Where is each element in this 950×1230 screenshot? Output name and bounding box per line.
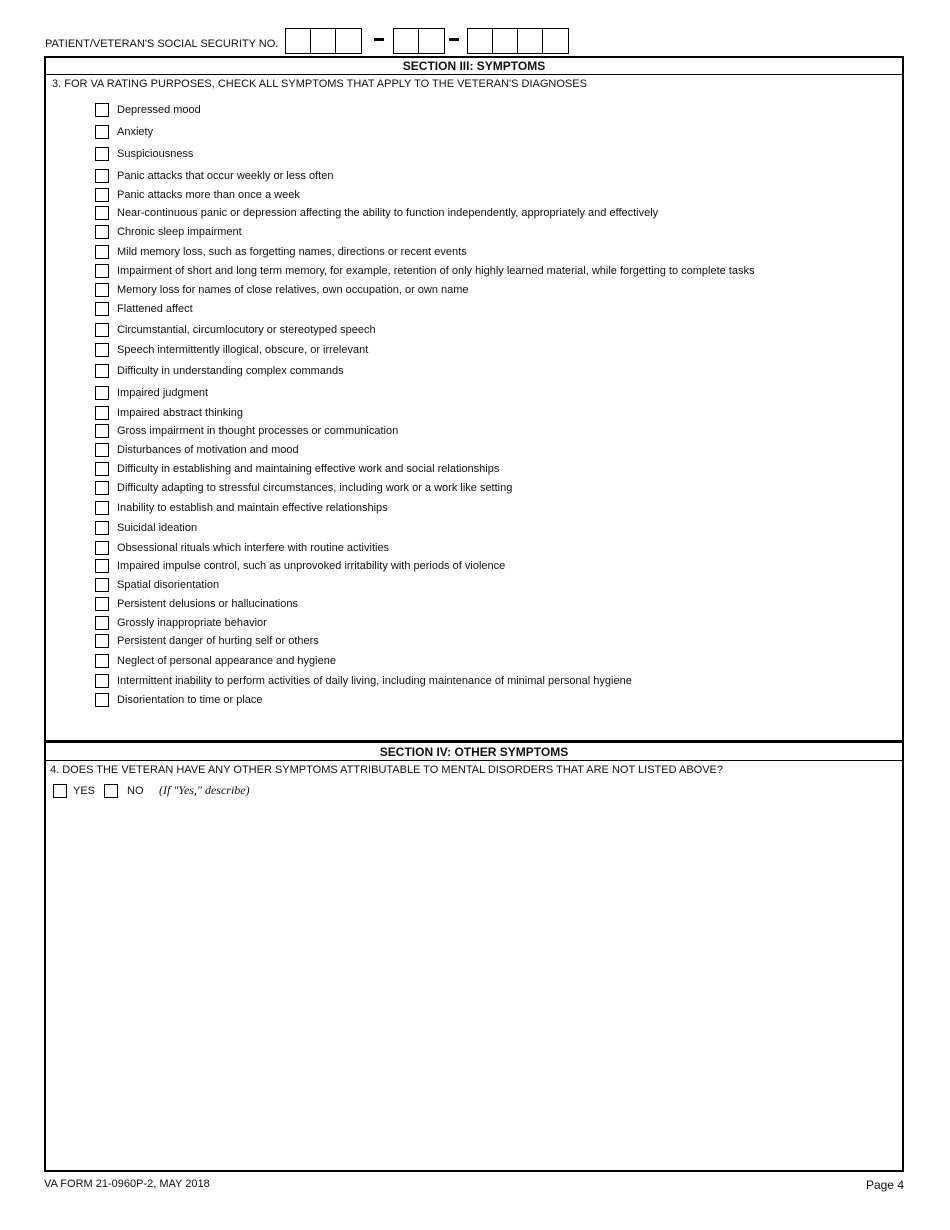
symptom-item[interactable] bbox=[95, 384, 208, 402]
symptom-checkbox[interactable] bbox=[95, 674, 109, 688]
symptom-label: Persistent delusions or hallucinations bbox=[117, 598, 298, 610]
symptom-checkbox[interactable] bbox=[95, 103, 109, 117]
symptom-checkbox[interactable] bbox=[95, 386, 109, 400]
symptom-item[interactable] bbox=[95, 614, 267, 632]
form-id: VA FORM 21-0960P-2, MAY 2018 bbox=[44, 1178, 210, 1190]
symptom-label: Impairment of short and long term memory, for example, retention of only highly learned material, while forgetting to complete tasks bbox=[117, 265, 755, 277]
symptom-label: Spatial disorientation bbox=[117, 579, 220, 591]
yes-checkbox[interactable] bbox=[53, 784, 67, 798]
yes-label: YES bbox=[73, 785, 96, 797]
symptom-item[interactable] bbox=[95, 167, 333, 185]
symptom-label: Impaired impulse control, such as unprovoked irritability with periods of violence bbox=[117, 560, 506, 572]
symptom-checkbox[interactable] bbox=[95, 225, 109, 239]
symptom-checkbox[interactable] bbox=[95, 147, 109, 161]
symptom-checkbox[interactable] bbox=[95, 424, 109, 438]
ssn-label: PATIENT/VETERAN'S SOCIAL SECURITY NO. bbox=[45, 38, 279, 50]
symptom-item[interactable] bbox=[95, 341, 368, 359]
symptom-item[interactable] bbox=[95, 262, 754, 280]
symptom-checkbox[interactable] bbox=[95, 578, 109, 592]
section-3-question: 3. FOR VA RATING PURPOSES, CHECK ALL SYMPTOMS THAT APPLY TO THE VETERAN'S DIAGNOSES bbox=[52, 78, 587, 90]
ssn-digit-box[interactable] bbox=[311, 29, 336, 53]
symptom-label: Suicidal ideation bbox=[117, 522, 198, 534]
symptom-checkbox[interactable] bbox=[95, 125, 109, 139]
symptom-label: Panic attacks more than once a week bbox=[117, 189, 300, 201]
symptom-label: Disturbances of motivation and mood bbox=[117, 444, 299, 456]
symptom-checkbox[interactable] bbox=[95, 693, 109, 707]
symptom-label: Depressed mood bbox=[117, 104, 201, 116]
symptom-label: Speech intermittently illogical, obscure, or irrelevant bbox=[117, 344, 369, 356]
ssn-digit-box[interactable] bbox=[518, 29, 543, 53]
symptom-item[interactable] bbox=[95, 422, 398, 440]
describe-hint: (If "Yes," describe) bbox=[159, 783, 250, 797]
ssn-digit-box[interactable] bbox=[493, 29, 518, 53]
symptom-label: Inability to establish and maintain effective relationships bbox=[117, 502, 388, 514]
section-4-title: SECTION IV: OTHER SYMPTOMS bbox=[45, 743, 903, 761]
symptom-checkbox[interactable] bbox=[95, 634, 109, 648]
section-4-question: 4. DOES THE VETERAN HAVE ANY OTHER SYMPTOMS ATTRIBUTABLE TO MENTAL DISORDERS THAT ARE NOT LISTED ABOVE? bbox=[50, 764, 723, 776]
symptom-checkbox[interactable] bbox=[95, 521, 109, 535]
symptom-item[interactable] bbox=[95, 362, 344, 380]
symptom-checkbox[interactable] bbox=[95, 169, 109, 183]
section-3-title: SECTION III: SYMPTOMS bbox=[45, 57, 903, 75]
symptom-label: Difficulty in establishing and maintaining effective work and social relationships bbox=[117, 463, 500, 475]
ssn-digit-box[interactable] bbox=[286, 29, 311, 53]
symptom-item[interactable] bbox=[95, 281, 469, 299]
symptom-checkbox[interactable] bbox=[95, 206, 109, 220]
symptom-label: Flattened affect bbox=[117, 303, 193, 315]
symptom-checkbox[interactable] bbox=[95, 283, 109, 297]
ssn-dash bbox=[374, 38, 384, 41]
symptom-label: Suspiciousness bbox=[117, 148, 194, 160]
symptom-checkbox[interactable] bbox=[95, 501, 109, 515]
symptom-label: Circumstantial, circumlocutory or stereotyped speech bbox=[117, 324, 376, 336]
symptom-checkbox[interactable] bbox=[95, 541, 109, 555]
no-option[interactable] bbox=[104, 783, 144, 799]
other-symptoms-text-area[interactable] bbox=[47, 802, 902, 1167]
symptom-checkbox[interactable] bbox=[95, 264, 109, 278]
symptom-item[interactable] bbox=[95, 300, 193, 318]
ssn-digit-box[interactable] bbox=[419, 29, 444, 53]
symptom-label: Obsessional rituals which interfere with routine activities bbox=[117, 542, 390, 554]
symptom-label: Panic attacks that occur weekly or less often bbox=[117, 170, 334, 182]
ssn-part-2[interactable] bbox=[393, 28, 445, 54]
symptom-item[interactable] bbox=[95, 499, 388, 517]
symptom-item[interactable] bbox=[95, 519, 197, 537]
symptom-label: Near-continuous panic or depression affecting the ability to function independently, appropriately and effectively bbox=[117, 207, 659, 219]
symptom-checkbox[interactable] bbox=[95, 462, 109, 476]
symptom-item[interactable] bbox=[95, 441, 299, 459]
symptom-item[interactable] bbox=[95, 479, 512, 497]
symptom-item[interactable] bbox=[95, 204, 658, 222]
symptom-checkbox[interactable] bbox=[95, 302, 109, 316]
symptom-item[interactable] bbox=[95, 652, 336, 670]
symptom-item[interactable] bbox=[95, 404, 243, 422]
symptom-label: Neglect of personal appearance and hygiene bbox=[117, 655, 336, 667]
symptom-item[interactable] bbox=[95, 123, 153, 141]
symptom-checkbox[interactable] bbox=[95, 654, 109, 668]
symptom-checkbox[interactable] bbox=[95, 443, 109, 457]
symptom-item[interactable] bbox=[95, 672, 632, 690]
symptom-label: Difficulty in understanding complex commands bbox=[117, 365, 344, 377]
symptom-item[interactable] bbox=[95, 186, 300, 204]
symptom-checkbox[interactable] bbox=[95, 616, 109, 630]
symptom-item[interactable] bbox=[95, 321, 376, 339]
ssn-digit-box[interactable] bbox=[468, 29, 493, 53]
symptom-label: Impaired judgment bbox=[117, 387, 209, 399]
no-label: NO bbox=[127, 785, 144, 797]
symptom-checkbox[interactable] bbox=[95, 343, 109, 357]
symptom-label: Mild memory loss, such as forgetting names, directions or recent events bbox=[117, 246, 467, 258]
symptom-label: Disorientation to time or place bbox=[117, 694, 263, 706]
symptom-label: Difficulty adapting to stressful circumstances, including work or a work like setting bbox=[117, 482, 513, 494]
symptom-checkbox[interactable] bbox=[95, 597, 109, 611]
ssn-part-3[interactable] bbox=[467, 28, 569, 54]
symptom-checkbox[interactable] bbox=[95, 245, 109, 259]
ssn-dash bbox=[449, 38, 459, 41]
ssn-digit-box[interactable] bbox=[394, 29, 419, 53]
symptom-label: Gross impairment in thought processes or communication bbox=[117, 425, 399, 437]
symptom-item[interactable] bbox=[95, 576, 219, 594]
page-number: Page 4 bbox=[865, 1178, 904, 1192]
symptom-item[interactable] bbox=[95, 145, 193, 163]
symptom-item[interactable] bbox=[95, 460, 499, 478]
symptom-item[interactable] bbox=[95, 539, 389, 557]
symptom-checkbox[interactable] bbox=[95, 323, 109, 337]
symptom-label: Memory loss for names of close relatives, own occupation, or own name bbox=[117, 284, 469, 296]
symptom-label: Anxiety bbox=[117, 126, 154, 138]
ssn-part-1[interactable] bbox=[285, 28, 362, 54]
symptom-item[interactable] bbox=[95, 691, 263, 709]
symptom-item[interactable] bbox=[95, 101, 201, 119]
symptom-label: Intermittent inability to perform activities of daily living, including maintenance of minimal personal hygiene bbox=[117, 675, 632, 687]
symptom-checkbox[interactable] bbox=[95, 406, 109, 420]
symptom-item[interactable] bbox=[95, 632, 319, 650]
symptom-checkbox[interactable] bbox=[95, 364, 109, 378]
ssn-digit-box[interactable] bbox=[336, 29, 361, 53]
ssn-digit-box[interactable] bbox=[543, 29, 568, 53]
yes-option[interactable] bbox=[53, 783, 95, 799]
symptom-label: Persistent danger of hurting self or others bbox=[117, 635, 319, 647]
symptom-checkbox[interactable] bbox=[95, 188, 109, 202]
symptom-checkbox[interactable] bbox=[95, 559, 109, 573]
symptom-item[interactable] bbox=[95, 557, 505, 575]
no-checkbox[interactable] bbox=[104, 784, 118, 798]
symptom-checkbox[interactable] bbox=[95, 481, 109, 495]
symptom-item[interactable] bbox=[95, 223, 242, 241]
symptom-label: Grossly inappropriate behavior bbox=[117, 617, 267, 629]
symptom-label: Impaired abstract thinking bbox=[117, 407, 243, 419]
symptom-label: Chronic sleep impairment bbox=[117, 226, 242, 238]
symptom-item[interactable] bbox=[95, 595, 298, 613]
symptom-item[interactable] bbox=[95, 243, 467, 261]
